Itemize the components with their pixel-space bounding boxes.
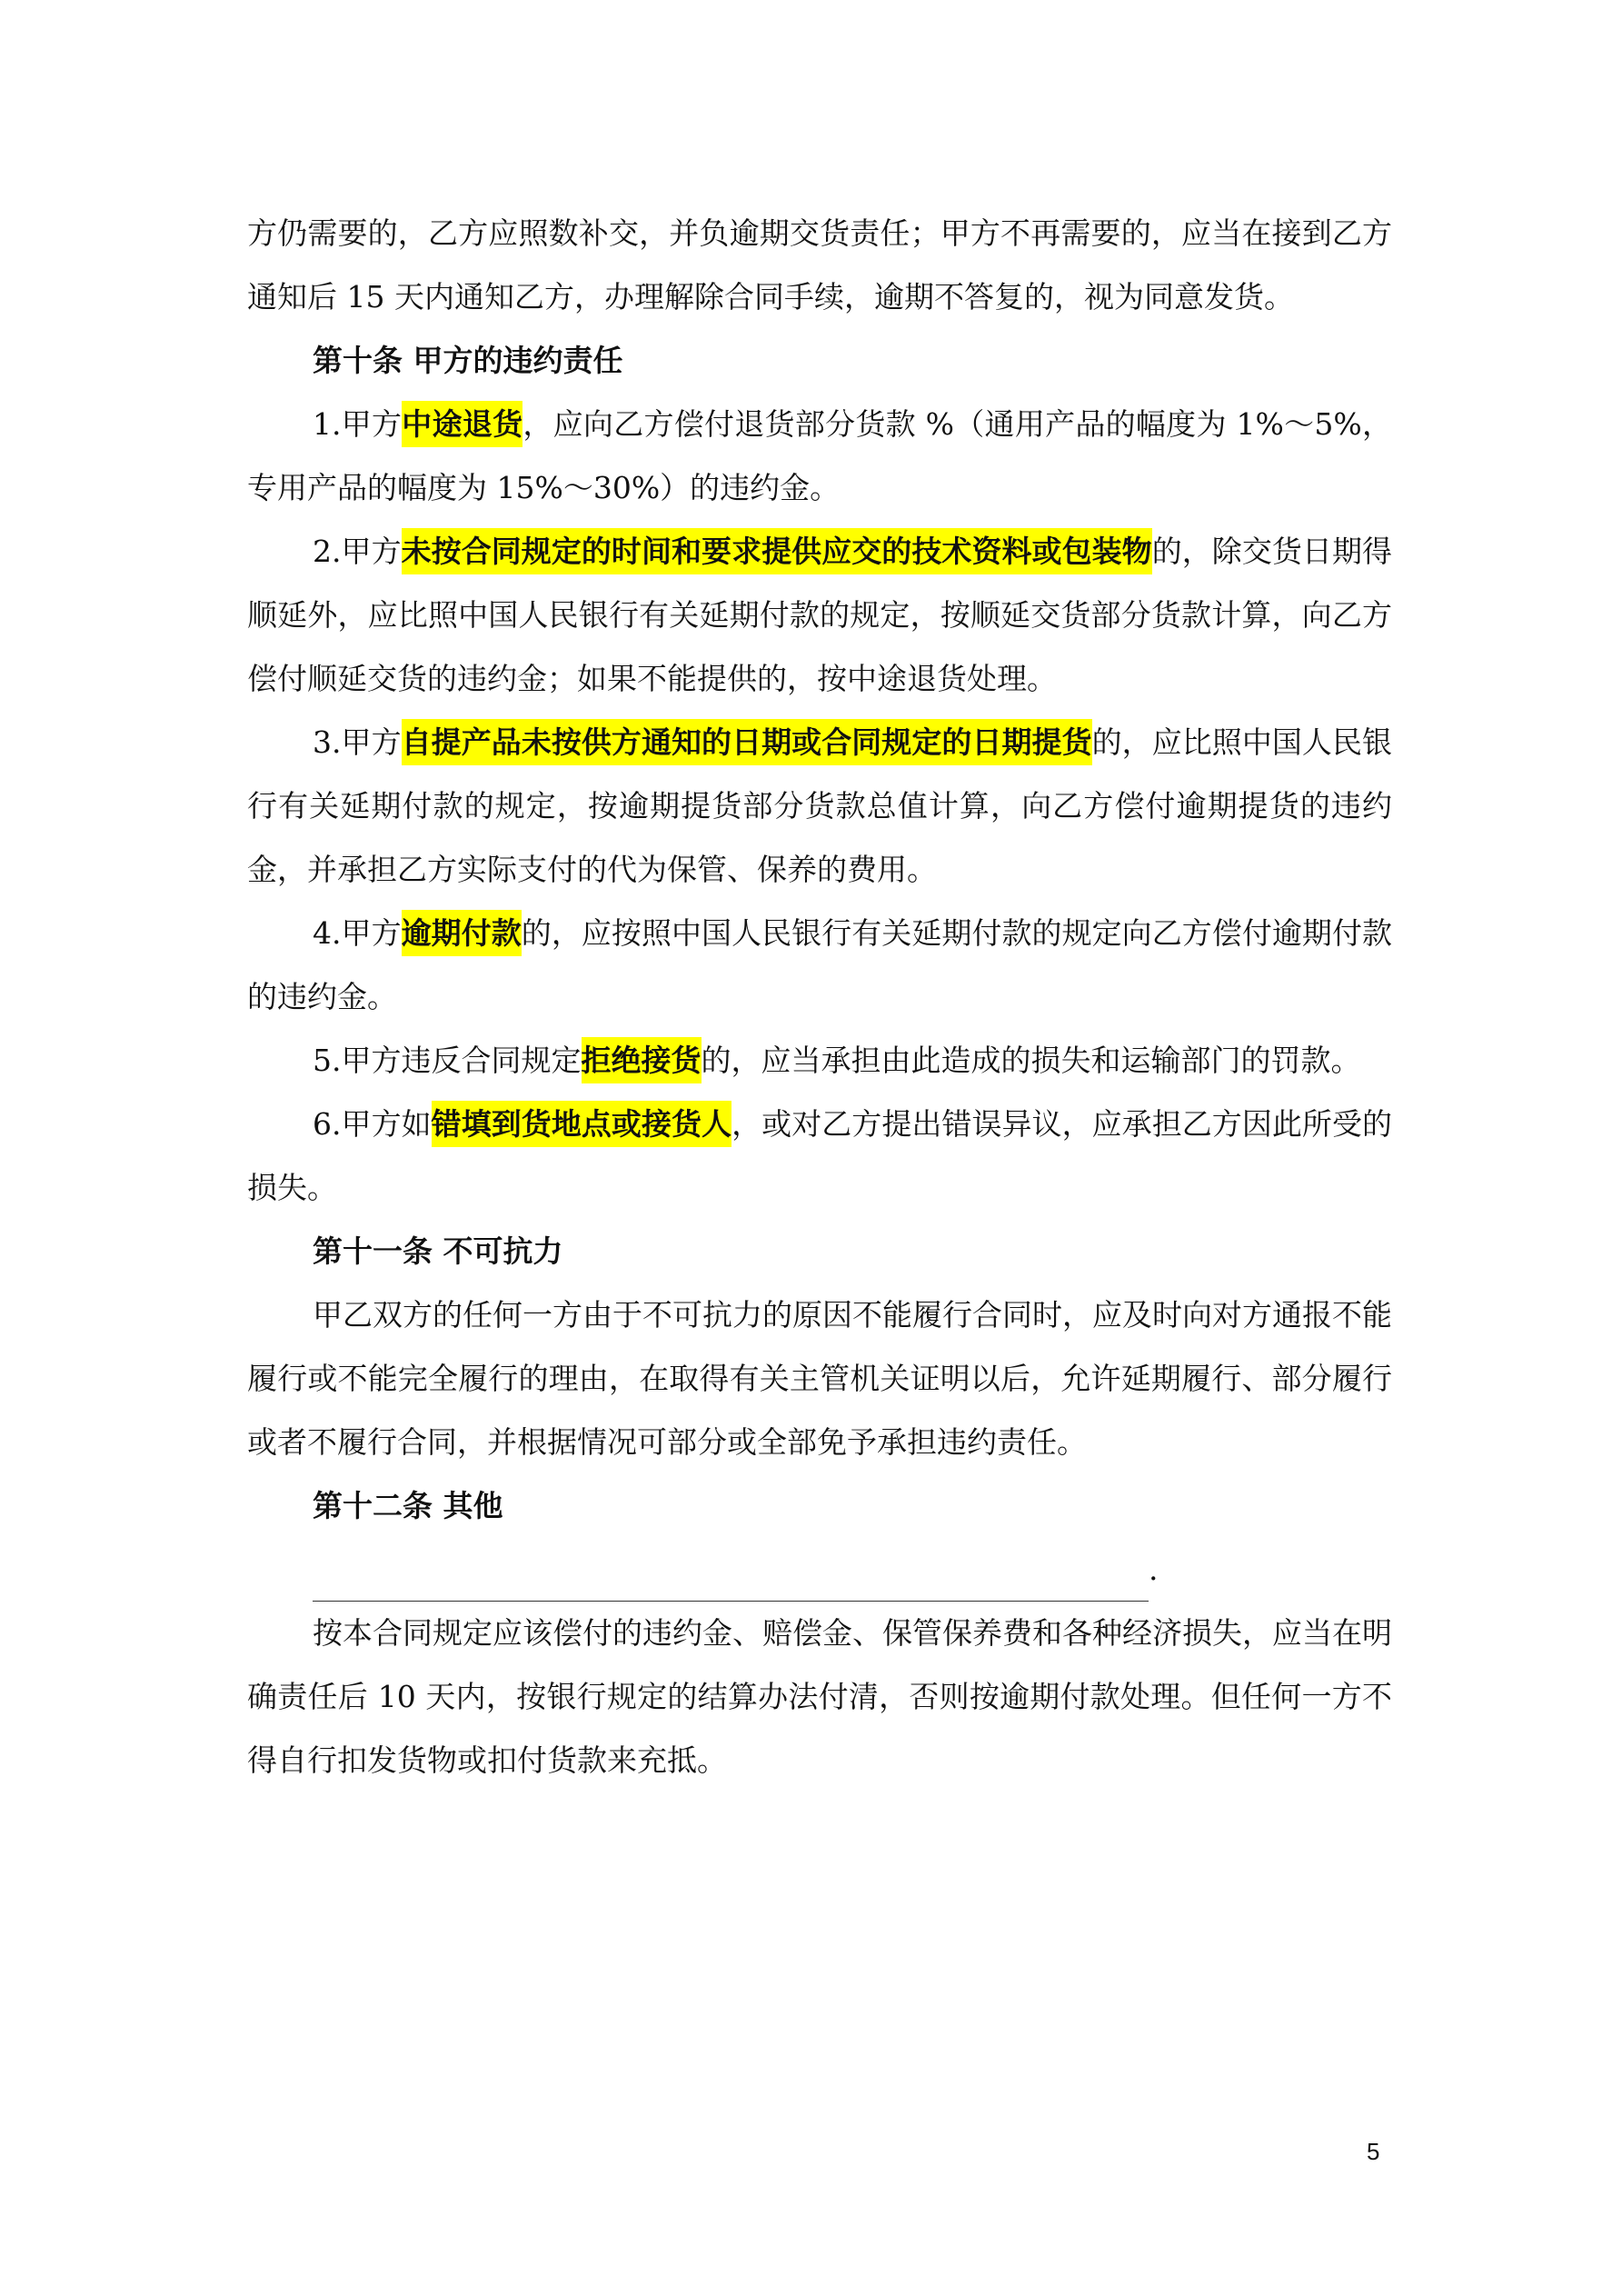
item-text: 4.甲方 <box>313 915 402 951</box>
item-text: 1.甲方 <box>313 406 403 442</box>
article-10-item-4 <box>247 902 1392 1029</box>
continuation-paragraph: 方仍需要的，乙方应照数补交，并负逾期交货责任；甲方不再需要的，应当在接到乙方通知后 15 天内通知乙方，办理解除合同手续，逾期不答复的，视为同意发货。 <box>247 215 1392 314</box>
item-text: 的，应按照中国人民银行有关延期付款的规定向乙方偿付逾期付款的违约金。 <box>247 915 1392 1014</box>
article-10-item-1 <box>247 393 1392 520</box>
highlighted-text: 错填到货地点或接货人 <box>432 1101 731 1147</box>
article-10-heading: 第十条 甲方的违约责任 <box>313 343 623 378</box>
item-text: ，应向乙方偿付退货部分货款 %（通用产品的幅度为 1%～5%，专用产品的幅度为 15%～30%）的违约金。 <box>247 406 1392 505</box>
article-10-item-2 <box>247 520 1392 711</box>
item-text: 的，除交货日期得顺延外，应比照中国人民银行有关延期付款的规定，按顺延交货部分货款计算，向乙方偿付顺延交货的违约金；如果不能提供的，按中途退货处理。 <box>247 534 1393 696</box>
item-text: 2.甲方 <box>313 534 402 569</box>
highlighted-text: 拒绝接货 <box>582 1037 702 1083</box>
highlighted-text: 中途退货 <box>402 401 522 447</box>
page-number: 5 <box>1367 2138 1380 2165</box>
highlighted-text: 未按合同规定的时间和要求提供应交的技术资料或包装物 <box>402 528 1152 574</box>
item-text: 6.甲方如 <box>313 1106 432 1142</box>
fill-in-blank <box>313 1562 1149 1602</box>
item-text: ，或对乙方提出错误异议，应承担乙方因此所受的损失。 <box>247 1106 1393 1205</box>
article-11-heading: 第十一条 不可抗力 <box>313 1233 563 1269</box>
blank-end-mark: . <box>1149 1552 1159 1587</box>
item-text: 5.甲方违反合同规定 <box>313 1043 582 1078</box>
article-12-body: 按本合同规定应该偿付的违约金、赔偿金、保管保养费和各种经济损失，应当在明确责任后 10 天内，按银行规定的结算办法付清，否则按逾期付款处理。但任何一方不得自行扣发货物或扣付货款来充抵。 <box>247 1615 1392 1778</box>
highlighted-text: 逾期付款 <box>402 910 522 956</box>
article-12-heading: 第十二条 其他 <box>313 1488 503 1523</box>
article-11-body: 甲乙双方的任何一方由于不可抗力的原因不能履行合同时，应及时向对方通报不能履行或不能完全履行的理由，在取得有关主管机关证明以后，允许延期履行、部分履行或者不履行合同，并根据情况可部分或全部免予承担违约责任。 <box>247 1297 1392 1460</box>
highlighted-text: 自提产品未按供方通知的日期或合同规定的日期提货 <box>402 719 1092 765</box>
article-10-item-5 <box>247 1029 1392 1093</box>
article-10-item-3 <box>247 711 1392 902</box>
contract-body <box>247 202 1392 1792</box>
item-text: 的，应比照中国人民银行有关延期付款的规定，按逾期提货部分货款总值计算，向乙方偿付逾期提货的违约金，并承担乙方实际支付的代为保管、保养的费用。 <box>247 724 1393 887</box>
article-12-blank-line <box>247 1538 1392 1602</box>
item-text: 的，应当承担由此造成的损失和运输部门的罚款。 <box>701 1043 1361 1078</box>
item-text: 3.甲方 <box>313 724 402 760</box>
article-10-item-6 <box>247 1093 1392 1220</box>
